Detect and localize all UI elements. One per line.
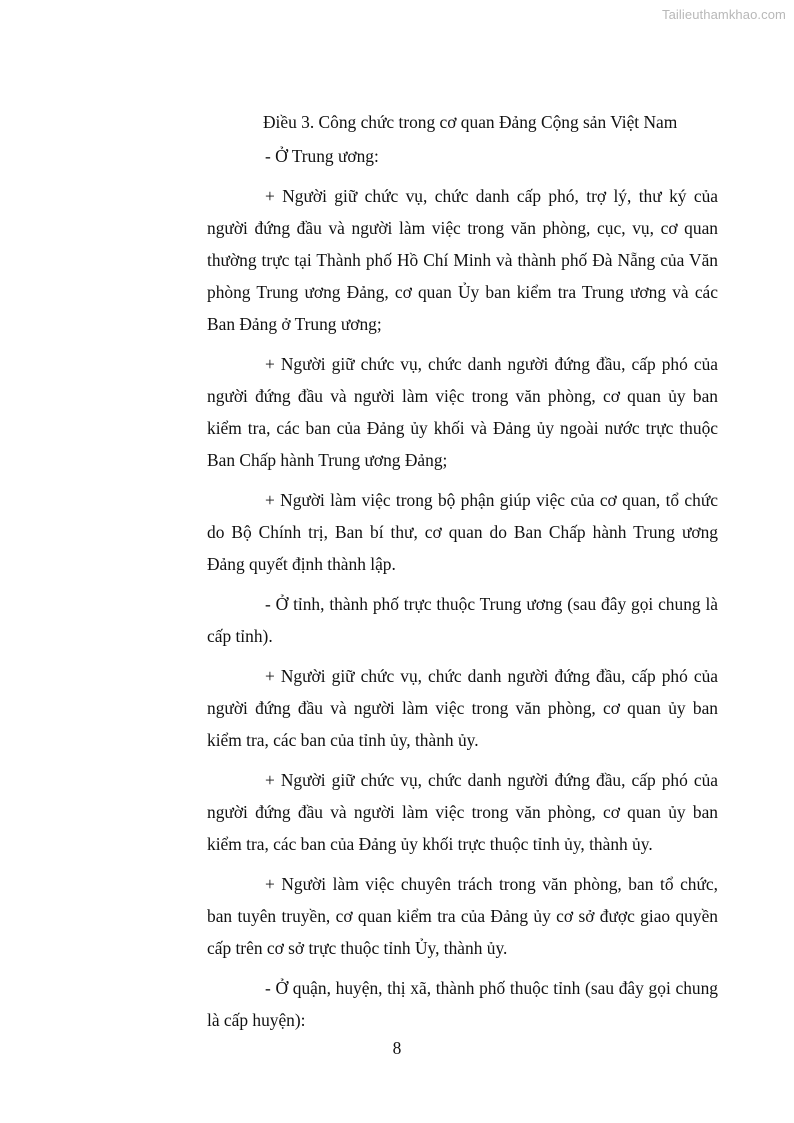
paragraph: + Người giữ chức vụ, chức danh người đứng đầu, cấp phó của người đứng đầu và người làm việc trong văn phòng, cơ quan ủy ban kiểm tra, các ban của Đảng ủy khối và Đảng ủy ngoài nước trực thuộc Ban Chấp hành Trung ương Đảng; xyxy=(207,354,718,470)
paragraph: + Người giữ chức vụ, chức danh cấp phó, trợ lý, thư ký của người đứng đầu và người làm việc trong văn phòng, cục, vụ, cơ quan thường trực tại Thành phố Hồ Chí Minh và thành phố Đà Nẵng của Văn phòng Trung ương Đảng, cơ quan Ủy ban kiểm tra Trung ương và các Ban Đảng ở Trung ương; xyxy=(207,186,718,334)
paragraph: + Người giữ chức vụ, chức danh người đứng đầu, cấp phó của người đứng đầu và người làm việc trong văn phòng, cơ quan ủy ban kiểm tra, các ban của Đảng ủy khối trực thuộc tỉnh ủy, thành ủy. xyxy=(207,770,718,854)
paragraph: + Người làm việc chuyên trách trong văn phòng, ban tổ chức, ban tuyên truyền, cơ quan kiểm tra của Đảng ủy cơ sở được giao quyền cấp trên cơ sở trực thuộc tỉnh Ủy, thành ủy. xyxy=(207,874,718,958)
article-heading: Điều 3. Công chức trong cơ quan Đảng Cộng sản Việt Nam xyxy=(263,112,678,132)
paragraph-central-level: - Ở Trung ương: xyxy=(265,146,379,166)
page-number: 8 xyxy=(392,1038,402,1058)
site-watermark: Tailieuthamkhao.com xyxy=(661,7,786,22)
paragraph: + Người làm việc trong bộ phận giúp việc của cơ quan, tổ chức do Bộ Chính trị, Ban bí thư, cơ quan do Ban Chấp hành Trung ương Đảng quyết định thành lập. xyxy=(207,490,718,574)
paragraph-district-level: - Ở quận, huyện, thị xã, thành phố thuộc tỉnh (sau đây gọi chung là cấp huyện): xyxy=(207,978,718,1030)
document-body xyxy=(207,106,718,1044)
paragraph-provincial-level: - Ở tỉnh, thành phố trực thuộc Trung ương (sau đây gọi chung là cấp tỉnh). xyxy=(207,594,718,646)
paragraph: + Người giữ chức vụ, chức danh người đứng đầu, cấp phó của người đứng đầu và người làm việc trong văn phòng, cơ quan ủy ban kiểm tra, các ban của tỉnh ủy, thành ủy. xyxy=(207,666,718,750)
